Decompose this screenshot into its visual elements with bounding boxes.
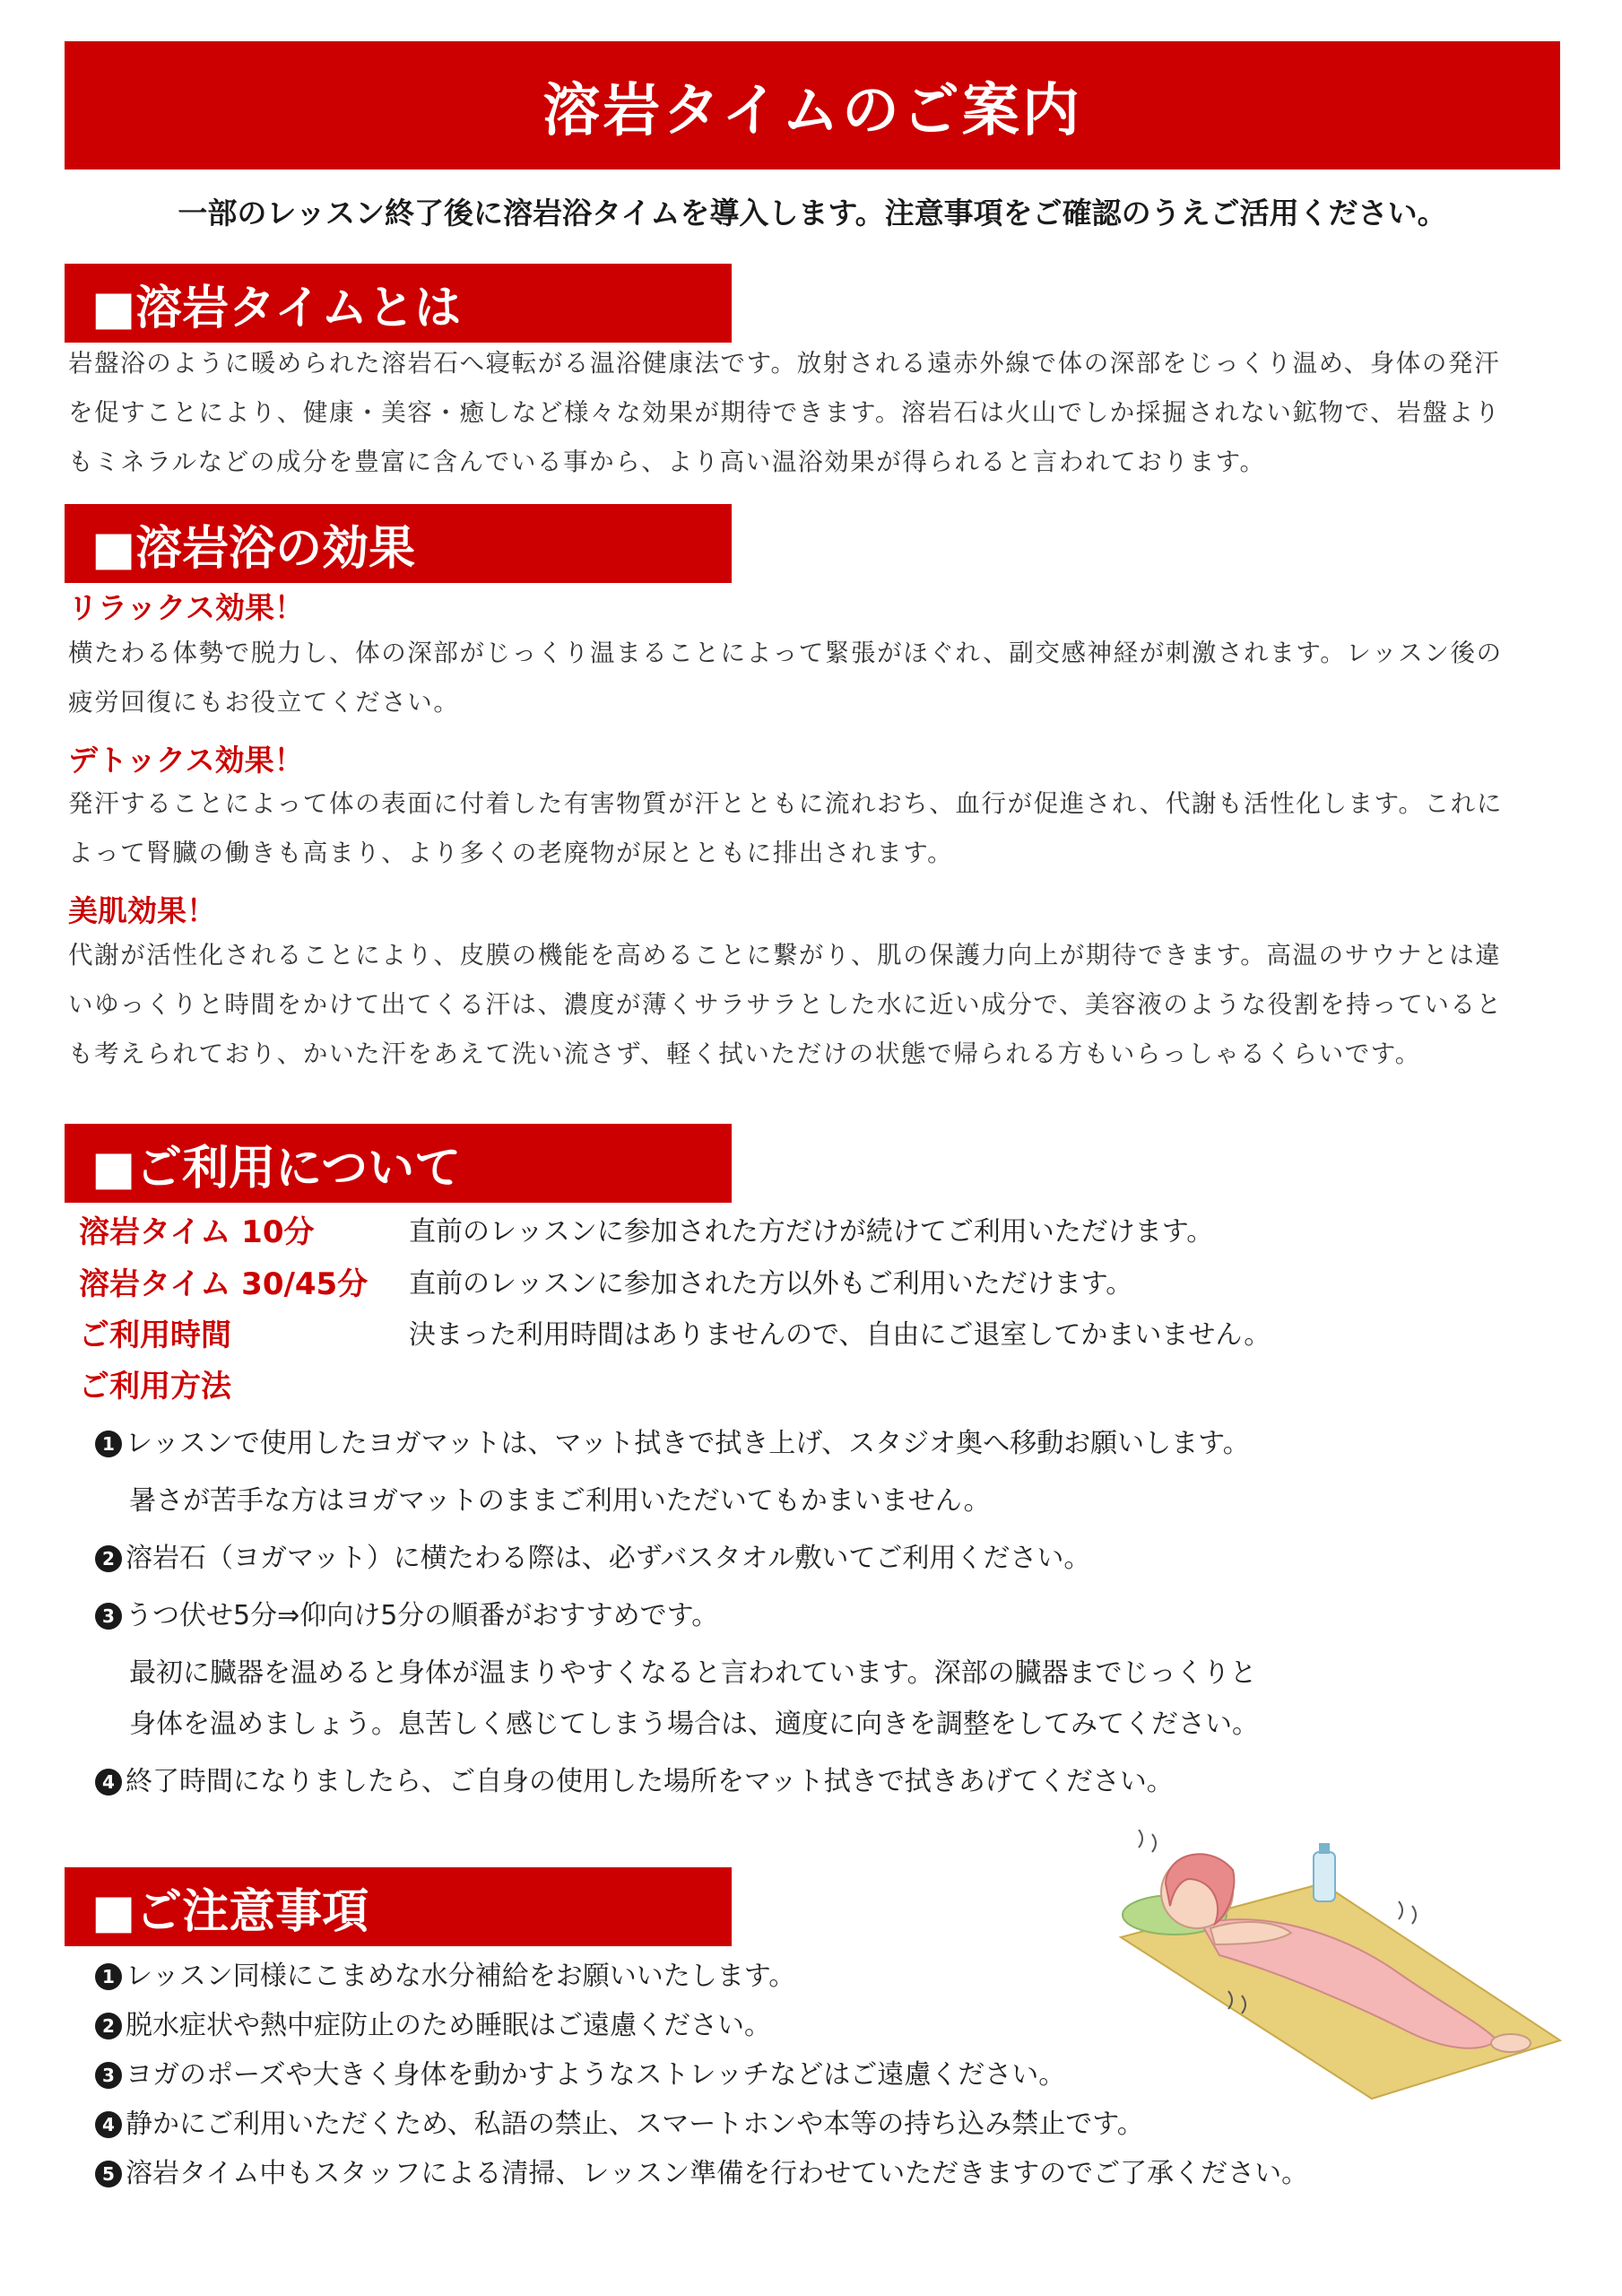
caution-item [95, 2052, 1065, 2092]
title-banner [65, 41, 1560, 170]
caution-number-badge: 4 [95, 2111, 122, 2138]
effect-line: よって腎臓の働きも高まり、より多くの老廃物が尿とともに排出されます。 [68, 839, 954, 867]
usage-text: 決まった利用時間はありませんので、自由にご退室してかまいません。 [409, 1319, 1271, 1351]
step-text: 溶岩石（ヨガマット）に横たわる際は、必ずバスタオル敷いてご利用ください。 [126, 1543, 1091, 1574]
about-line: 岩盤浴のように暖められた溶岩石へ寝転がる温浴健康法です。放射される遠赤外線で体の深部をじっくり温め、身体の発汗 [68, 349, 1501, 378]
caution-number-badge: 2 [95, 2013, 122, 2039]
feet [1491, 2034, 1531, 2052]
usage-text: 直前のレッスンに参加された方だけが続けてご利用いただけます。 [409, 1216, 1214, 1248]
step-continuation: 身体を温めましょう。息苦しく感じてしまう場合は、適度に向きを調整をしてみてください。 [129, 1709, 1259, 1740]
step-text: 終了時間になりましたら、ご自身の使用した場所をマット拭きで拭きあげてください。 [126, 1766, 1174, 1797]
caution-text: ヨガのポーズや大きく身体を動かすようなストレッチなどはご遠慮ください。 [126, 2059, 1066, 2091]
caution-number-badge: 1 [95, 1963, 122, 1990]
step-continuation: 暑さが苦手な方はヨガマットのままご利用いただいてもかまいません。 [129, 1485, 991, 1517]
resting-woman-illustration [1103, 1830, 1578, 2108]
caution-item [95, 2151, 1308, 2190]
section-header-effects [65, 504, 732, 583]
effect-title-skin: 美肌効果！ [68, 893, 216, 928]
page-title: 溶岩タイムのご案内 [542, 77, 1082, 144]
effect-line: 横たわる体勢で脱力し、体の深部がじっくり温まることによって緊張がほぐれ、副交感神経が刺激されます。レッスン後の [68, 639, 1503, 667]
heat-lines-icon [1139, 1830, 1156, 1852]
section-title-usage: ■ご利用について [91, 1141, 462, 1196]
heat-lines-icon [1399, 1901, 1416, 1924]
step-text: レッスンで使用したヨガマットは、マット拭きで拭き上げ、スタジオ奥へ移動お願いします。 [126, 1428, 1250, 1459]
section-title-about: ■溶岩タイムとは [91, 281, 462, 335]
section-title-effects: ■溶岩浴の効果 [91, 521, 416, 576]
section-header-usage [65, 1124, 732, 1203]
section-title-cautions: ■ご注意事項 [91, 1884, 369, 1939]
caution-text: 脱水症状や熱中症防止のため睡眠はご遠慮ください。 [126, 2010, 771, 2041]
usage-step [95, 1535, 1090, 1575]
caution-item [95, 1953, 795, 1993]
caution-number-badge: 3 [95, 2062, 122, 2089]
usage-label: 溶岩タイム 10分 [79, 1214, 315, 1250]
step-number-badge: 4 [95, 1769, 122, 1796]
water-bottle [1314, 1852, 1335, 1901]
usage-step [95, 1759, 1174, 1798]
effect-line: も考えられており、かいた汗をあえて洗い流さず、軽く拭いただけの状態で帰られる方もいらっしゃるくらいです。 [68, 1039, 1421, 1068]
caution-item [95, 2101, 1144, 2141]
step-number-badge: 2 [95, 1545, 122, 1572]
effect-relax-text [68, 629, 1557, 727]
step-number-badge: 3 [95, 1603, 122, 1630]
section-header-cautions [65, 1867, 732, 1946]
bottle-cap [1319, 1843, 1330, 1854]
effect-skin-text [68, 931, 1557, 1079]
caution-item [95, 2003, 771, 2042]
page-subtitle: 一部のレッスン終了後に溶岩浴タイムを導入します。注意事項をご確認のうえご活用ください。 [178, 196, 1447, 230]
about-line: もミネラルなどの成分を豊富に含んでいる事から、より高い温浴効果が得られると言われております。 [68, 448, 1266, 476]
about-paragraph [68, 339, 1557, 487]
caution-text: レッスン同様にこまめな水分補給をお願いいたします。 [126, 1961, 796, 1992]
usage-label: ご利用時間 [79, 1318, 231, 1353]
effect-title-detox: デトックス効果！ [68, 743, 304, 778]
caution-text: 静かにご利用いただくため、私語の禁止、スマートホンや本等の持ち込み禁止です。 [126, 2109, 1144, 2140]
about-line: を促すことにより、健康・美容・癒しなど様々な効果が期待できます。溶岩石は火山でしか採掘されない鉱物で、岩盤より [68, 398, 1501, 427]
section-header-about [65, 264, 732, 343]
caution-number-badge: 5 [95, 2161, 122, 2187]
effect-line: 疲労回復にもお役立てください。 [68, 688, 460, 717]
usage-step [95, 1421, 1250, 1460]
usage-text: 直前のレッスンに参加された方以外もご利用いただけます。 [409, 1268, 1133, 1300]
effect-line: 代謝が活性化されることにより、皮膜の機能を高めることに繋がり、肌の保護力向上が期待できます。高温のサウナとは違 [68, 941, 1502, 970]
effect-title-relax: リラックス効果！ [68, 590, 305, 625]
caution-text: 溶岩タイム中もスタッフによる清掃、レッスン準備を行わせていただきますのでご了承ください。 [126, 2158, 1309, 2189]
step-number-badge: 1 [95, 1431, 122, 1457]
step-text: うつ伏せ5分⇒仰向け5分の順番がおすすめです。 [126, 1600, 719, 1631]
usage-step [95, 1593, 718, 1632]
step-continuation: 最初に臓器を温めると身体が温まりやすくなると言われています。深部の臓器までじっくりと [129, 1657, 1257, 1689]
effect-line: 発汗することによって体の表面に付着した有害物質が汗とともに流れおち、血行が促進され、代謝も活性化します。これに [68, 789, 1503, 818]
usage-label: 溶岩タイム 30/45分 [79, 1266, 369, 1302]
usage-method-label: ご利用方法 [79, 1369, 231, 1405]
effect-detox-text [68, 779, 1557, 878]
effect-line: いゆっくりと時間をかけて出てくる汗は、濃度が薄くサラサラとした水に近い成分で、美容液のような役割を持っていると [68, 990, 1503, 1019]
